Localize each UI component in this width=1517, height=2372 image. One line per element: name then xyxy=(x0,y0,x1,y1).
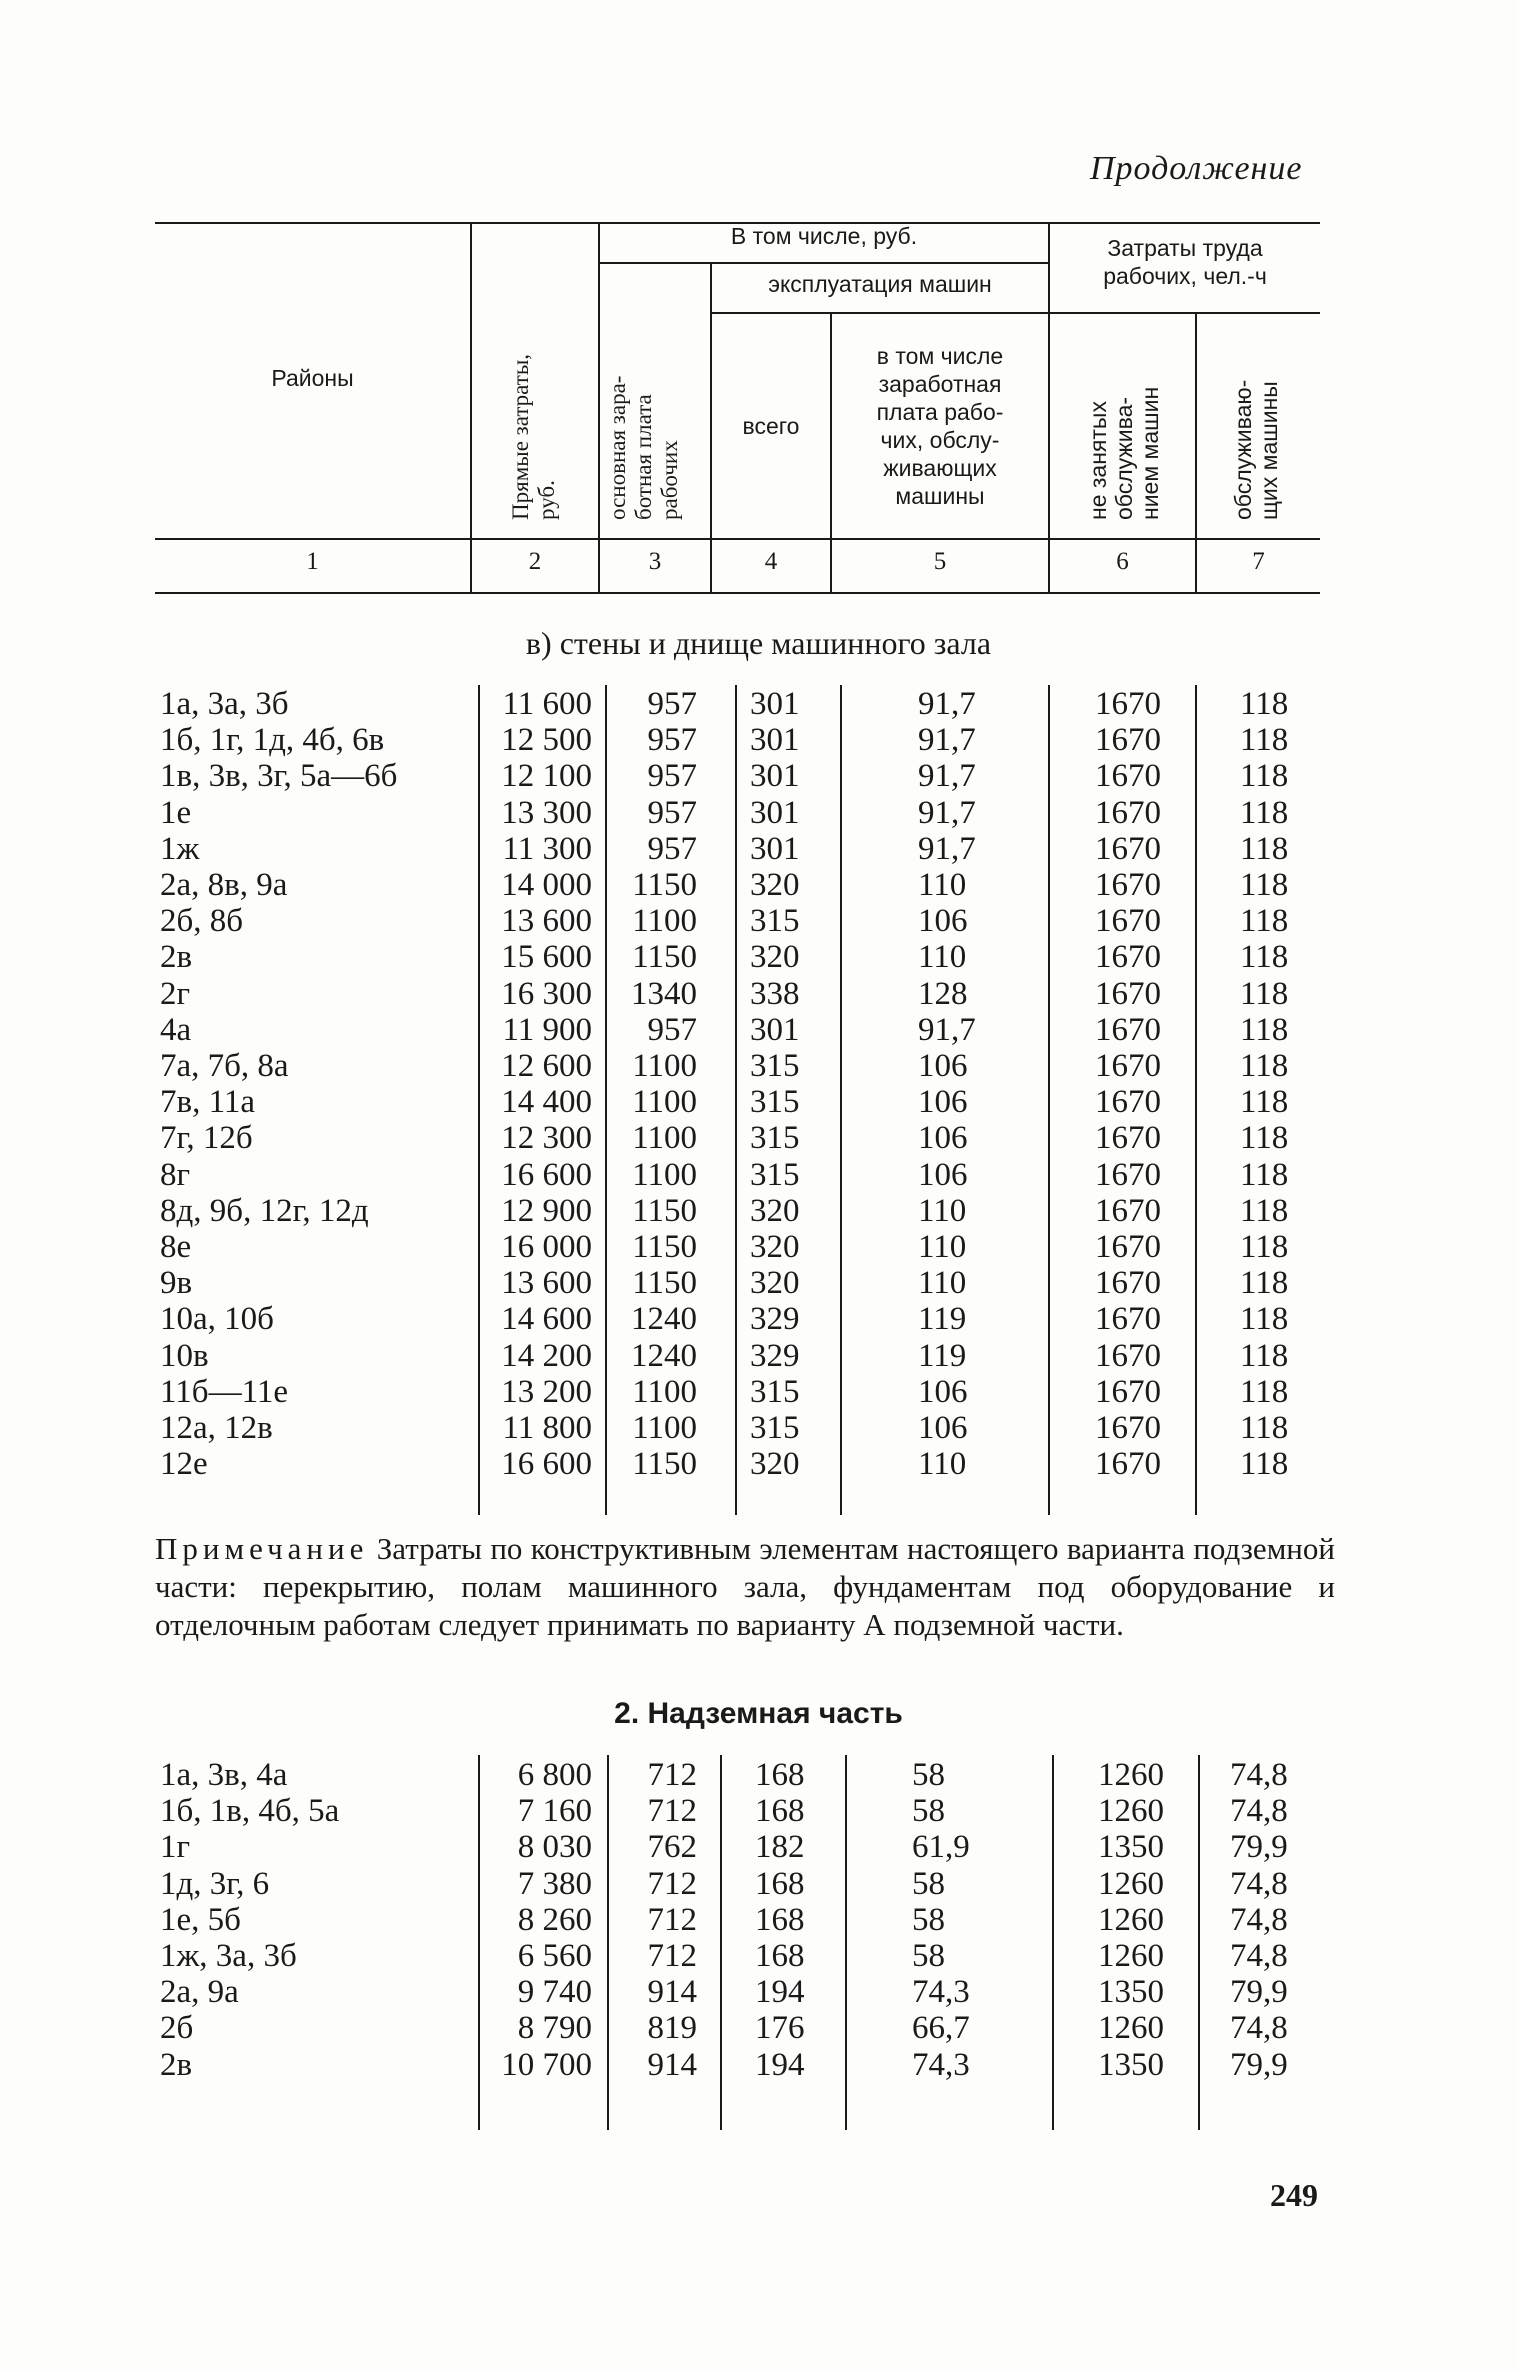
table-row xyxy=(0,1084,1517,1120)
header-including-rub: В том числе, руб. xyxy=(730,223,918,249)
direct-costs-cell: 8 260 xyxy=(517,1901,592,1938)
base-wage-cell: 712 xyxy=(647,1793,697,1830)
incl-wage-cell: 110 xyxy=(918,1229,967,1265)
base-wage-cell: 1240 xyxy=(631,1301,697,1338)
total-cell: 176 xyxy=(755,2010,805,2047)
labor-not-machine-cell: 1350 xyxy=(1098,2046,1164,2083)
direct-costs-cell: 8 030 xyxy=(517,1829,592,1866)
total-cell: 320 xyxy=(750,1229,800,1265)
direct-costs-cell: 13 600 xyxy=(501,1265,592,1302)
total-cell: 301 xyxy=(750,722,800,759)
incl-wage-cell: 91,7 xyxy=(918,722,976,759)
base-wage-cell: 1100 xyxy=(632,1373,697,1410)
table-row xyxy=(0,1866,1517,1902)
region-cell: 10в xyxy=(160,1337,209,1374)
note-label: Примечание xyxy=(155,1531,369,1566)
table-row xyxy=(0,2010,1517,2046)
labor-machine-cell: 118 xyxy=(1240,1011,1289,1048)
labor-not-machine-cell: 1670 xyxy=(1095,758,1161,795)
base-wage-cell: 957 xyxy=(647,758,697,795)
region-cell: 2г xyxy=(160,975,191,1012)
region-cell: 2б, 8б xyxy=(160,903,244,940)
direct-costs-cell: 11 300 xyxy=(502,830,592,867)
header-not-machine: не занятых обслужива- нием машин xyxy=(1085,386,1163,520)
direct-costs-cell: 14 400 xyxy=(501,1084,592,1121)
base-wage-cell: 1150 xyxy=(632,939,697,976)
direct-costs-cell: 11 800 xyxy=(502,1410,592,1446)
incl-wage-cell: 106 xyxy=(918,1048,968,1084)
total-cell: 315 xyxy=(750,1410,800,1446)
incl-wage-cell: 119 xyxy=(918,1301,967,1338)
labor-not-machine-cell: 1260 xyxy=(1098,1793,1164,1830)
base-wage-cell: 712 xyxy=(647,1865,697,1902)
header-incl-wage: в том числе заработная плата рабо- чих, обслу- живающих машины xyxy=(876,343,1004,509)
base-wage-cell: 957 xyxy=(647,830,697,867)
total-cell: 329 xyxy=(750,1301,800,1338)
labor-not-machine-cell: 1670 xyxy=(1095,794,1161,831)
labor-not-machine-cell: 1260 xyxy=(1098,1865,1164,1902)
header-base-wage: основная зара- ботная плата рабочих xyxy=(605,375,682,520)
base-wage-cell: 1100 xyxy=(632,1120,697,1157)
labor-machine-cell: 118 xyxy=(1240,1156,1289,1193)
labor-machine-cell: 118 xyxy=(1240,686,1289,722)
direct-costs-cell: 7 380 xyxy=(517,1865,592,1902)
total-cell: 320 xyxy=(750,867,800,903)
region-cell: 8г xyxy=(160,1156,191,1193)
region-cell: 1г xyxy=(160,1829,191,1866)
region-cell: 1д, 3г, 6 xyxy=(160,1865,270,1902)
base-wage-cell: 712 xyxy=(647,1757,697,1793)
total-cell: 168 xyxy=(755,1901,805,1938)
total-cell: 315 xyxy=(750,1120,800,1157)
direct-costs-cell: 16 000 xyxy=(501,1229,592,1265)
base-wage-cell: 712 xyxy=(647,1901,697,1938)
incl-wage-cell: 74,3 xyxy=(912,2046,970,2083)
labor-machine-cell: 79,9 xyxy=(1230,2046,1288,2083)
table-row xyxy=(0,1048,1517,1084)
base-wage-cell: 1150 xyxy=(632,1192,697,1229)
labor-not-machine-cell: 1670 xyxy=(1095,1446,1161,1483)
incl-wage-cell: 58 xyxy=(912,1938,945,1974)
col-number: 1 xyxy=(306,548,319,575)
base-wage-cell: 1100 xyxy=(632,903,697,940)
region-cell: 1е, 5б xyxy=(160,1901,241,1938)
base-wage-cell: 1100 xyxy=(632,1156,697,1193)
incl-wage-cell: 106 xyxy=(918,1084,968,1121)
table-row xyxy=(0,722,1517,758)
table-row xyxy=(0,1301,1517,1337)
header-regions: Районы xyxy=(271,365,354,391)
labor-not-machine-cell: 1670 xyxy=(1095,1337,1161,1374)
labor-machine-cell: 118 xyxy=(1240,794,1289,831)
direct-costs-cell: 16 600 xyxy=(501,1156,592,1193)
incl-wage-cell: 91,7 xyxy=(918,1011,976,1048)
incl-wage-cell: 58 xyxy=(912,1793,945,1830)
base-wage-cell: 1150 xyxy=(632,1229,697,1265)
labor-machine-cell: 118 xyxy=(1240,1446,1289,1483)
region-cell: 2в xyxy=(160,939,193,976)
labor-machine-cell: 79,9 xyxy=(1230,1829,1288,1866)
base-wage-cell: 1340 xyxy=(631,975,697,1012)
incl-wage-cell: 106 xyxy=(918,1156,968,1193)
col-number: 5 xyxy=(933,548,947,575)
total-cell: 338 xyxy=(750,975,800,1012)
base-wage-cell: 914 xyxy=(647,2046,697,2083)
base-wage-cell: 1100 xyxy=(632,1084,697,1121)
labor-machine-cell: 74,8 xyxy=(1230,2010,1288,2047)
total-cell: 301 xyxy=(750,686,800,722)
total-cell: 168 xyxy=(755,1757,805,1793)
base-wage-cell: 819 xyxy=(647,2010,697,2047)
total-cell: 168 xyxy=(755,1793,805,1830)
labor-machine-cell: 118 xyxy=(1240,939,1289,976)
labor-machine-cell: 74,8 xyxy=(1230,1901,1288,1938)
labor-not-machine-cell: 1670 xyxy=(1095,1084,1161,1121)
labor-machine-cell: 118 xyxy=(1240,1048,1289,1084)
total-cell: 301 xyxy=(750,794,800,831)
direct-costs-cell: 11 600 xyxy=(502,686,592,722)
region-cell: 8е xyxy=(160,1229,192,1265)
region-cell: 1б, 1в, 4б, 5а xyxy=(160,1793,340,1830)
total-cell: 315 xyxy=(750,1373,800,1410)
base-wage-cell: 957 xyxy=(647,686,697,722)
direct-costs-cell: 9 740 xyxy=(517,1974,592,2011)
col-number: 3 xyxy=(648,548,662,575)
base-wage-cell: 957 xyxy=(647,794,697,831)
table-row xyxy=(0,758,1517,794)
labor-not-machine-cell: 1260 xyxy=(1098,1901,1164,1938)
labor-machine-cell: 118 xyxy=(1240,1084,1289,1121)
incl-wage-cell: 110 xyxy=(918,1446,967,1483)
total-cell: 301 xyxy=(750,1011,800,1048)
header-direct-costs: Прямые затраты, руб. xyxy=(508,353,559,520)
labor-machine-cell: 118 xyxy=(1240,830,1289,867)
labor-machine-cell: 118 xyxy=(1240,1301,1289,1338)
region-cell: 11б—11е xyxy=(160,1373,288,1410)
incl-wage-cell: 110 xyxy=(918,939,967,976)
incl-wage-cell: 119 xyxy=(918,1337,967,1374)
base-wage-cell: 1100 xyxy=(632,1048,697,1084)
labor-not-machine-cell: 1670 xyxy=(1095,1301,1161,1338)
region-cell: 9в xyxy=(160,1265,193,1302)
labor-not-machine-cell: 1670 xyxy=(1095,939,1161,976)
incl-wage-cell: 110 xyxy=(918,1192,967,1229)
total-cell: 168 xyxy=(755,1938,805,1974)
continuation-label: Продолжение xyxy=(1090,150,1303,187)
incl-wage-cell: 106 xyxy=(918,1373,968,1410)
labor-not-machine-cell: 1670 xyxy=(1095,1011,1161,1048)
table-row xyxy=(0,795,1517,831)
col-number: 6 xyxy=(1116,548,1129,575)
header-machine-operation: эксплуатация машин xyxy=(768,271,992,297)
table-row xyxy=(0,1793,1517,1829)
table-row xyxy=(0,939,1517,975)
labor-not-machine-cell: 1350 xyxy=(1098,1829,1164,1866)
total-cell: 194 xyxy=(755,2046,805,2083)
region-cell: 2а, 9а xyxy=(160,1974,239,2011)
base-wage-cell: 712 xyxy=(647,1938,697,1974)
incl-wage-cell: 106 xyxy=(918,1410,968,1446)
header-labor-costs: Затраты труда рабочих, чел.-ч xyxy=(1103,235,1267,289)
direct-costs-cell: 12 600 xyxy=(501,1048,592,1084)
direct-costs-cell: 8 790 xyxy=(517,2010,592,2047)
region-cell: 1в, 3в, 3г, 5а—6б xyxy=(160,758,398,795)
total-cell: 320 xyxy=(750,1192,800,1229)
labor-not-machine-cell: 1260 xyxy=(1098,2010,1164,2047)
total-cell: 168 xyxy=(755,1865,805,1902)
total-cell: 194 xyxy=(755,1974,805,2011)
region-cell: 1а, 3в, 4а xyxy=(160,1757,288,1793)
table-row xyxy=(0,1193,1517,1229)
region-cell: 4а xyxy=(160,1011,192,1048)
labor-machine-cell: 79,9 xyxy=(1230,1974,1288,2011)
incl-wage-cell: 110 xyxy=(918,1265,967,1302)
labor-not-machine-cell: 1670 xyxy=(1095,686,1161,722)
table-row xyxy=(0,1757,1517,1793)
direct-costs-cell: 11 900 xyxy=(502,1011,592,1048)
col-number: 7 xyxy=(1252,548,1265,575)
incl-wage-cell: 58 xyxy=(912,1865,945,1902)
table-row xyxy=(0,1265,1517,1301)
header-total: всего xyxy=(742,413,800,439)
total-cell: 301 xyxy=(750,830,800,867)
labor-machine-cell: 118 xyxy=(1240,1192,1289,1229)
direct-costs-cell: 7 160 xyxy=(517,1793,592,1830)
table-row xyxy=(0,2047,1517,2083)
total-cell: 301 xyxy=(750,758,800,795)
labor-machine-cell: 118 xyxy=(1240,1120,1289,1157)
labor-not-machine-cell: 1670 xyxy=(1095,1192,1161,1229)
incl-wage-cell: 91,7 xyxy=(918,686,976,722)
labor-not-machine-cell: 1670 xyxy=(1095,1048,1161,1084)
labor-machine-cell: 74,8 xyxy=(1230,1793,1288,1830)
region-cell: 12е xyxy=(160,1446,208,1483)
section-title-2: 2. Надземная часть xyxy=(614,1697,903,1730)
incl-wage-cell: 66,7 xyxy=(912,2010,970,2047)
col-number: 2 xyxy=(528,548,542,575)
incl-wage-cell: 58 xyxy=(912,1757,945,1793)
total-cell: 329 xyxy=(750,1337,800,1374)
labor-not-machine-cell: 1350 xyxy=(1098,1974,1164,2011)
total-cell: 315 xyxy=(750,1156,800,1193)
labor-machine-cell: 74,8 xyxy=(1230,1757,1288,1793)
labor-not-machine-cell: 1670 xyxy=(1095,1373,1161,1410)
incl-wage-cell: 91,7 xyxy=(918,794,976,831)
direct-costs-cell: 16 300 xyxy=(501,975,592,1012)
region-cell: 1б, 1г, 1д, 4б, 6в xyxy=(160,722,385,759)
incl-wage-cell: 106 xyxy=(918,1120,968,1157)
direct-costs-cell: 13 300 xyxy=(501,794,592,831)
region-cell: 2в xyxy=(160,2046,193,2083)
table-row xyxy=(0,1446,1517,1482)
region-cell: 7а, 7б, 8а xyxy=(160,1048,289,1084)
labor-not-machine-cell: 1670 xyxy=(1095,903,1161,940)
total-cell: 182 xyxy=(755,1829,805,1866)
incl-wage-cell: 110 xyxy=(918,867,967,903)
region-cell: 10а, 10б xyxy=(160,1301,274,1338)
base-wage-cell: 914 xyxy=(647,1974,697,2011)
labor-machine-cell: 118 xyxy=(1240,1410,1289,1446)
table-row xyxy=(0,1410,1517,1446)
total-cell: 315 xyxy=(750,1048,800,1084)
base-wage-cell: 957 xyxy=(647,722,697,759)
direct-costs-cell: 13 200 xyxy=(501,1373,592,1410)
total-cell: 320 xyxy=(750,1265,800,1302)
direct-costs-cell: 10 700 xyxy=(501,2046,592,2083)
total-cell: 320 xyxy=(750,1446,800,1483)
region-cell: 1е xyxy=(160,794,192,831)
direct-costs-cell: 12 500 xyxy=(501,722,592,759)
labor-machine-cell: 118 xyxy=(1240,1337,1289,1374)
direct-costs-cell: 16 600 xyxy=(501,1446,592,1483)
region-cell: 8д, 9б, 12г, 12д xyxy=(160,1192,369,1229)
direct-costs-cell: 6 560 xyxy=(517,1938,592,1974)
direct-costs-cell: 12 300 xyxy=(501,1120,592,1157)
col-number: 4 xyxy=(764,548,778,575)
labor-not-machine-cell: 1670 xyxy=(1095,975,1161,1012)
incl-wage-cell: 91,7 xyxy=(918,758,976,795)
direct-costs-cell: 14 000 xyxy=(501,867,592,903)
region-cell: 7в, 11а xyxy=(160,1084,256,1121)
labor-not-machine-cell: 1670 xyxy=(1095,722,1161,759)
labor-machine-cell: 118 xyxy=(1240,867,1289,903)
labor-not-machine-cell: 1670 xyxy=(1095,830,1161,867)
base-wage-cell: 1150 xyxy=(632,867,697,903)
total-cell: 315 xyxy=(750,903,800,940)
direct-costs-cell: 6 800 xyxy=(517,1757,592,1793)
labor-machine-cell: 118 xyxy=(1240,1265,1289,1302)
labor-machine-cell: 118 xyxy=(1240,903,1289,940)
table-row xyxy=(0,1829,1517,1865)
note-text: Затраты по конструктивным элементам настоящего варианта подземной части: перекрытию, полам машинного зала, фундаментам под оборудование и отделочным работам следует принимать по варианту А подземной части. xyxy=(155,1531,1335,1642)
table-row xyxy=(0,1938,1517,1974)
table-row xyxy=(0,1012,1517,1048)
base-wage-cell: 957 xyxy=(647,1011,697,1048)
base-wage-cell: 762 xyxy=(647,1829,697,1866)
labor-not-machine-cell: 1260 xyxy=(1098,1757,1164,1793)
direct-costs-cell: 15 600 xyxy=(501,939,592,976)
table-row xyxy=(0,1902,1517,1938)
incl-wage-cell: 106 xyxy=(918,903,968,940)
direct-costs-cell: 12 100 xyxy=(501,758,592,795)
header-machine-serving: обслуживаю- щих машины xyxy=(1230,379,1282,520)
total-cell: 320 xyxy=(750,939,800,976)
region-cell: 1а, 3а, 3б xyxy=(160,686,289,722)
base-wage-cell: 1240 xyxy=(631,1337,697,1374)
region-cell: 2а, 8в, 9а xyxy=(160,867,288,903)
table-row xyxy=(0,686,1517,722)
table-row xyxy=(0,1229,1517,1265)
base-wage-cell: 1150 xyxy=(632,1265,697,1302)
table-row xyxy=(0,976,1517,1012)
labor-not-machine-cell: 1670 xyxy=(1095,867,1161,903)
direct-costs-cell: 14 600 xyxy=(501,1301,592,1338)
labor-not-machine-cell: 1670 xyxy=(1095,1120,1161,1157)
region-cell: 1ж xyxy=(160,830,200,867)
table-row xyxy=(0,1120,1517,1156)
incl-wage-cell: 61,9 xyxy=(912,1829,970,1866)
labor-machine-cell: 74,8 xyxy=(1230,1865,1288,1902)
labor-not-machine-cell: 1260 xyxy=(1098,1938,1164,1974)
section-title-v: в) стены и днище машинного зала xyxy=(525,625,992,661)
labor-machine-cell: 118 xyxy=(1240,758,1289,795)
labor-not-machine-cell: 1670 xyxy=(1095,1229,1161,1265)
labor-not-machine-cell: 1670 xyxy=(1095,1410,1161,1446)
labor-not-machine-cell: 1670 xyxy=(1095,1265,1161,1302)
base-wage-cell: 1100 xyxy=(632,1410,697,1446)
direct-costs-cell: 14 200 xyxy=(501,1337,592,1374)
table-row xyxy=(0,867,1517,903)
labor-not-machine-cell: 1670 xyxy=(1095,1156,1161,1193)
table-row xyxy=(0,831,1517,867)
labor-machine-cell: 74,8 xyxy=(1230,1938,1288,1974)
page-number: 249 xyxy=(1270,2177,1318,2213)
table-row xyxy=(0,1338,1517,1374)
note-paragraph xyxy=(155,1530,1335,1644)
incl-wage-cell: 91,7 xyxy=(918,830,976,867)
table-row xyxy=(0,903,1517,939)
region-cell: 12а, 12в xyxy=(160,1410,273,1446)
region-cell: 7г, 12б xyxy=(160,1120,253,1157)
incl-wage-cell: 58 xyxy=(912,1901,945,1938)
incl-wage-cell: 74,3 xyxy=(912,1974,970,2011)
base-wage-cell: 1150 xyxy=(632,1446,697,1483)
total-cell: 315 xyxy=(750,1084,800,1121)
labor-machine-cell: 118 xyxy=(1240,1373,1289,1410)
region-cell: 1ж, 3а, 3б xyxy=(160,1938,297,1974)
direct-costs-cell: 12 900 xyxy=(501,1192,592,1229)
table-row xyxy=(0,1157,1517,1193)
table-row xyxy=(0,1374,1517,1410)
labor-machine-cell: 118 xyxy=(1240,975,1289,1012)
direct-costs-cell: 13 600 xyxy=(501,903,592,940)
labor-machine-cell: 118 xyxy=(1240,1229,1289,1265)
incl-wage-cell: 128 xyxy=(918,975,968,1012)
region-cell: 2б xyxy=(160,2010,194,2047)
labor-machine-cell: 118 xyxy=(1240,722,1289,759)
table-row xyxy=(0,1974,1517,2010)
